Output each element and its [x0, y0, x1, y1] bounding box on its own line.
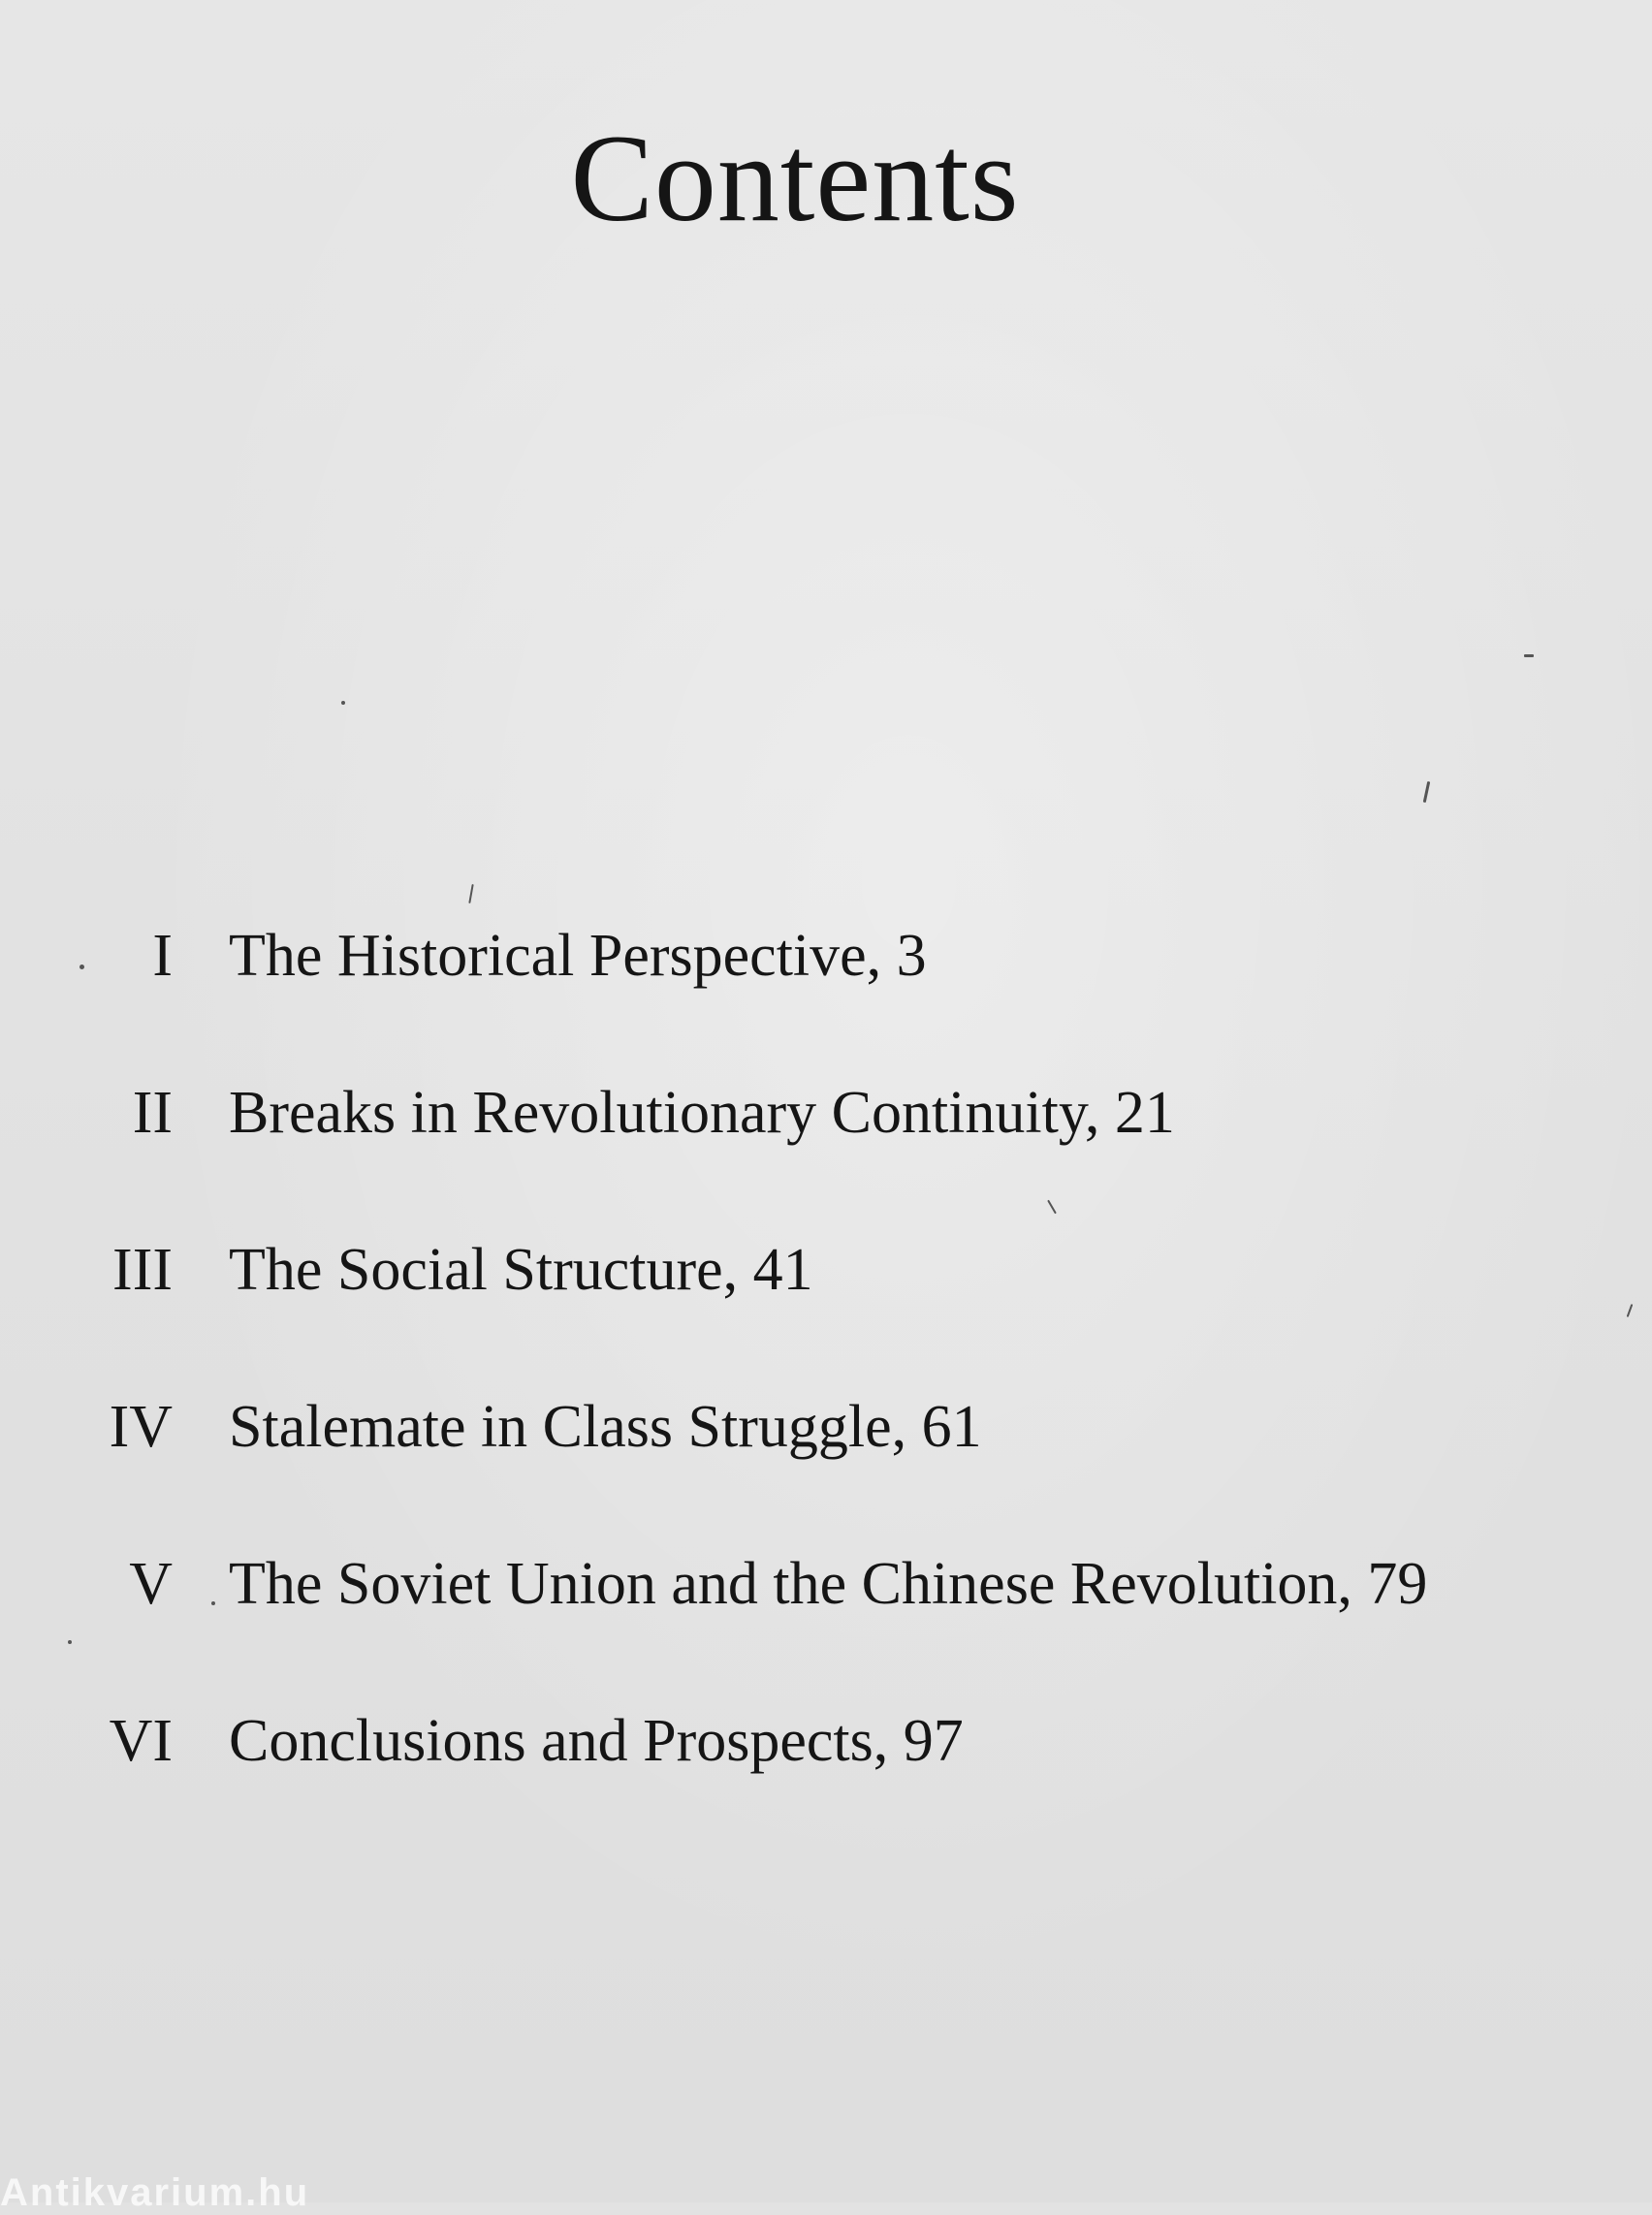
chapter-numeral: II	[132, 1080, 173, 1146]
chapter-numeral: V	[129, 1551, 173, 1617]
toc-entry	[0, 923, 1652, 1083]
paper-speck	[1423, 781, 1431, 803]
paper-speck	[79, 965, 84, 969]
watermark: Antikvarium.hu	[0, 2171, 310, 2214]
paper-speck	[341, 701, 345, 705]
chapter-title: Breaks in Revolutionary Continuity, 21	[229, 1080, 1175, 1146]
toc-entry	[0, 1708, 1652, 1868]
table-of-contents	[0, 923, 1652, 1868]
chapter-title: The Social Structure, 41	[229, 1237, 813, 1303]
chapter-title: The Historical Perspective, 3	[229, 923, 927, 989]
toc-entry	[0, 1394, 1652, 1554]
paper-speck	[468, 884, 473, 903]
chapter-numeral: VI	[109, 1708, 173, 1774]
chapter-title: Stalemate in Class Struggle, 61	[229, 1394, 982, 1460]
chapter-numeral: I	[152, 923, 173, 989]
paper-speck	[1524, 654, 1534, 657]
toc-entry	[0, 1551, 1652, 1711]
toc-entry	[0, 1080, 1652, 1240]
chapter-numeral: IV	[109, 1394, 173, 1460]
paper-speck	[68, 1640, 72, 1644]
chapter-numeral: III	[112, 1237, 173, 1303]
chapter-title: Conclusions and Prospects, 97	[229, 1708, 964, 1774]
toc-entry	[0, 1237, 1652, 1397]
paper-speck	[211, 1601, 215, 1605]
chapter-title: The Soviet Union and the Chinese Revolution, 79	[229, 1551, 1428, 1617]
page-title: Contents	[570, 110, 1020, 247]
